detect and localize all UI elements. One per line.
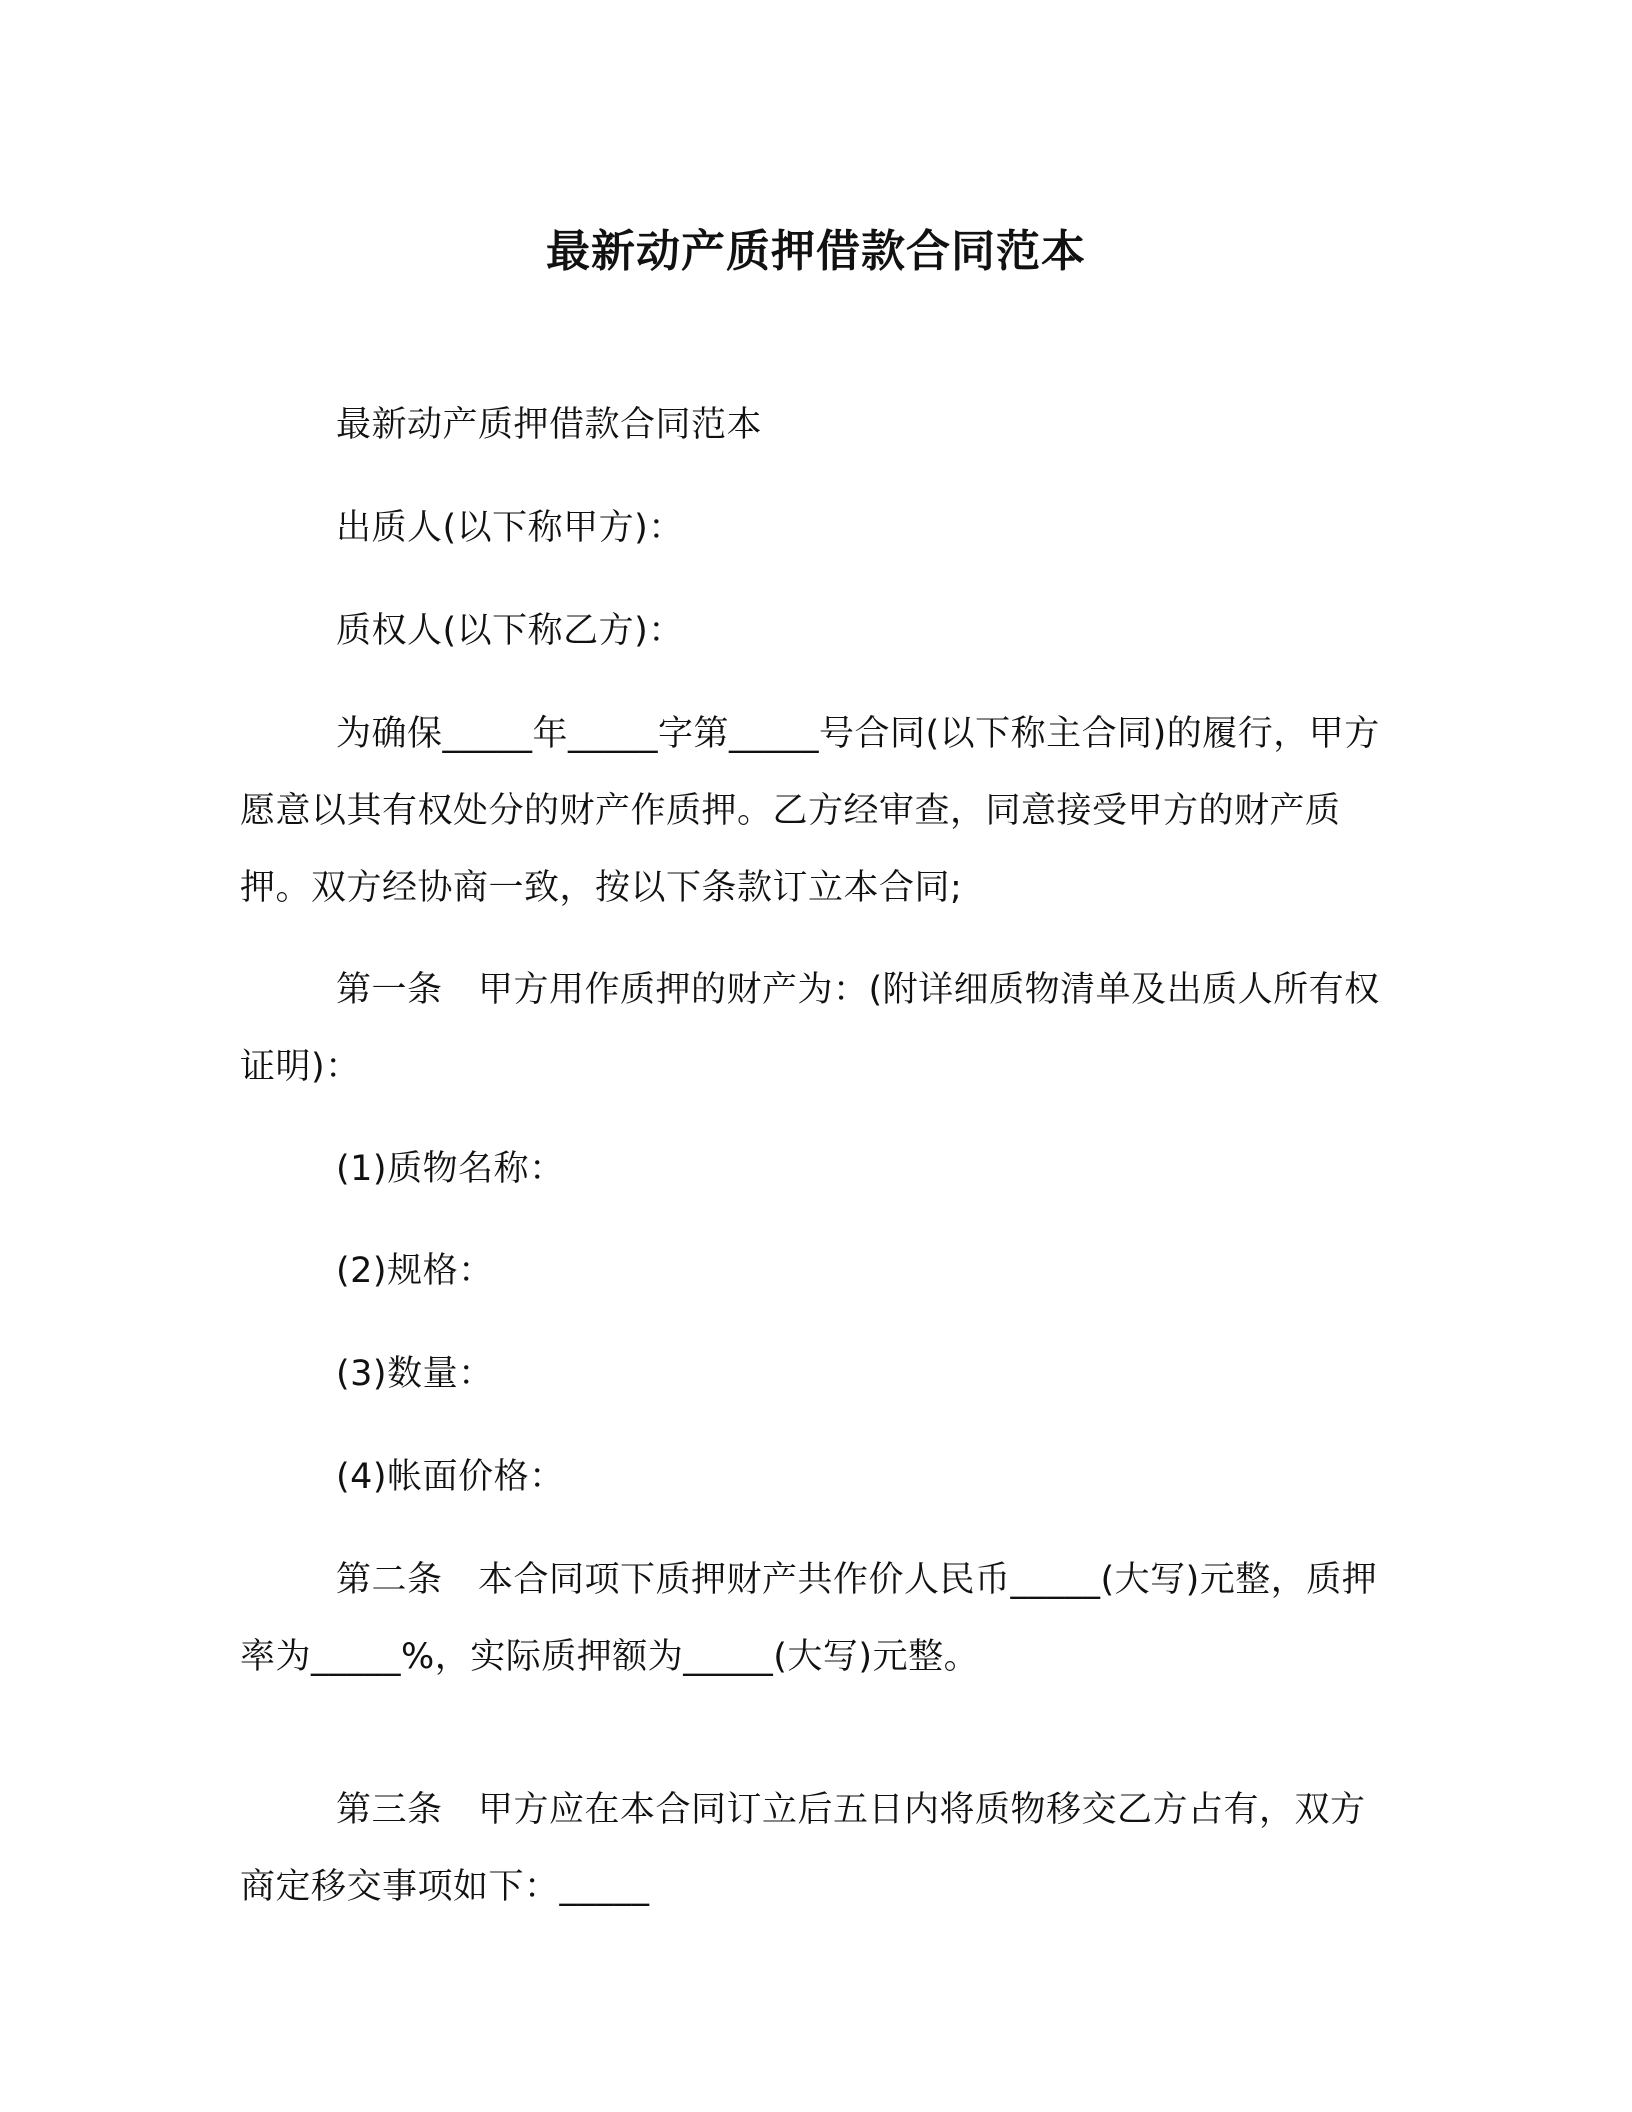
paragraph-preamble: 为确保_____年_____字第_____号合同(以下称主合同)的履行，甲方愿意以其有权处分的财产作质押。乙方经审查，同意接受甲方的财产质押。双方经协商一致，按以下条款订立本合同; (240, 714, 1380, 908)
paragraph-heading-repeat: 最新动产质押借款合同范本 (336, 405, 763, 445)
paragraph-pledgor: 出质人(以下称甲方)： (336, 508, 684, 548)
paragraph-item-spec: (2)规格： (336, 1251, 494, 1291)
paragraph-item-book-value: (4)帐面价格： (336, 1457, 565, 1497)
document-title: 最新动产质押借款合同范本 (546, 226, 1086, 277)
paragraph-item-quantity: (3)数量： (336, 1354, 494, 1394)
paragraph-article-3: 第三条 甲方应在本合同订立后五日内将质物移交乙方占有，双方商定移交事项如下：_____ (240, 1790, 1366, 1907)
paragraph-item-name: (1)质物名称： (336, 1149, 565, 1189)
paragraph-article-1: 第一条 甲方用作质押的财产为：(附详细质物清单及出质人所有权证明)： (240, 970, 1380, 1087)
paragraph-pledgee: 质权人(以下称乙方)： (336, 611, 684, 651)
paragraph-article-2: 第二条 本合同项下质押财产共作价人民币_____(大写)元整，质押率为_____%，实际质押额为_____(大写)元整。 (240, 1560, 1378, 1677)
